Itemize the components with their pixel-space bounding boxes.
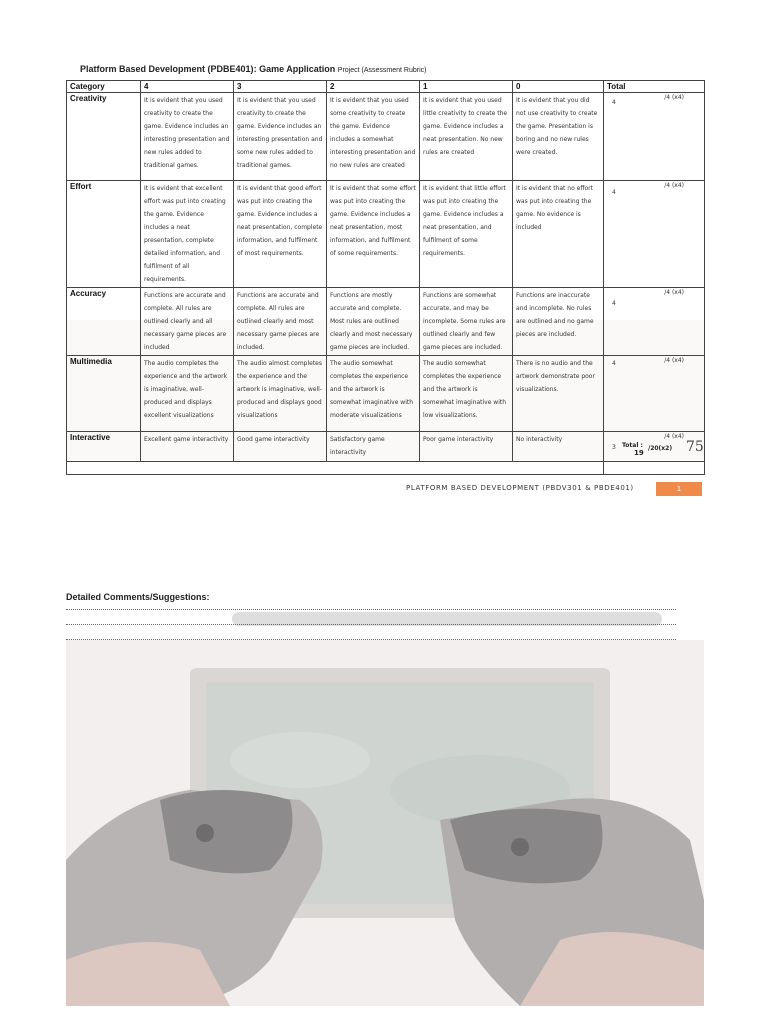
comment-line	[66, 624, 676, 625]
criteria-cell: Functions are inaccurate and incomplete. No rules are outlined and no game pieces are included.	[513, 288, 604, 356]
header-level-1: 1	[420, 81, 513, 93]
header-total: Total	[604, 81, 705, 93]
criteria-cell: Functions are mostly accurate and complete. Most rules are outlined clearly and most necessary game pieces are included.	[327, 288, 420, 356]
criteria-cell: It is evident that little effort was put into creating the game. Evidence includes a neat presentation, and fulfilment of some requirements.	[420, 181, 513, 288]
criteria-cell: No interactivity	[513, 432, 604, 462]
header-level-4: 4	[141, 81, 234, 93]
criteria-cell: Satisfactory game interactivity	[327, 432, 420, 462]
criteria-cell: Functions are accurate and complete. All rules are outlined clearly and all necessary game pieces are included	[141, 288, 234, 356]
criteria-cell: There is no audio and the artwork demonstrate poor visualizations.	[513, 356, 604, 432]
criteria-cell: It is evident that you used little creativity to create the game. Evidence includes a neat presentation. No new rules are created	[420, 93, 513, 181]
grand-total-cell	[604, 462, 705, 475]
rubric-row-multimedia	[67, 356, 705, 432]
criteria-cell: It is evident that you used creativity to create the game. Evidence includes an interesting presentation and some new rules added to traditional games.	[234, 93, 327, 181]
criteria-cell: The audio somewhat completes the experience and the artwork is somewhat imaginative with low visualizations.	[420, 356, 513, 432]
header-level-2: 2	[327, 81, 420, 93]
score-multiplier: /4 (x4)	[664, 433, 684, 440]
page-header-text: PLATFORM BASED DEVELOPMENT (PBDV301 & PBDE401)	[406, 484, 634, 492]
rubric-header-row	[67, 81, 705, 93]
criteria-cell: The audio somewhat completes the experience and the artwork is somewhat imaginative with moderate visualizations	[327, 356, 420, 432]
rubric-row-interactive	[67, 432, 705, 462]
score-value: 4	[612, 360, 616, 367]
criteria-cell: It is evident that excellent effort was put into creating the game. Evidence includes a neat presentation, complete detailed information, and fulfilment of all requirements.	[141, 181, 234, 288]
rubric-total-row	[67, 462, 705, 475]
rubric-row-effort	[67, 181, 705, 288]
title-course: Platform Based Development (PDBE401)	[80, 64, 254, 74]
score-multiplier: /4 (x4)	[664, 289, 684, 296]
total-cell	[604, 288, 705, 356]
score-multiplier: /4 (x4)	[664, 94, 684, 101]
assessment-rubric-table	[66, 80, 705, 475]
score-multiplier: /4 (x4)	[664, 357, 684, 364]
document-title	[80, 64, 426, 74]
criteria-cell: Excellent game interactivity	[141, 432, 234, 462]
criteria-cell: It is evident that no effort was put into creating the game. No evidence is included	[513, 181, 604, 288]
handwritten-total: 75	[686, 439, 704, 455]
criteria-cell: It is evident that you used some creativity to create the game. Evidence includes a somewhat interesting presentation and no new rules are created	[327, 93, 420, 181]
criteria-cell: It is evident that you did not use creativity to create the game. Presentation is boring and no new rules were created.	[513, 93, 604, 181]
criteria-cell: Poor game interactivity	[420, 432, 513, 462]
grand-total-max: /20(x2)	[648, 445, 673, 452]
total-cell	[604, 181, 705, 288]
criteria-cell: Functions are somewhat accurate, and may be incomplete. Some rules are outlined clearly and few game pieces are included.	[420, 288, 513, 356]
category-label: Creativity	[67, 93, 141, 181]
score-value: 4	[612, 189, 616, 196]
criteria-cell: The audio almost completes the experience and the artwork is imaginative, well-produced and displays good visualizations	[234, 356, 327, 432]
total-row-spacer	[67, 462, 604, 475]
category-label: Effort	[67, 181, 141, 288]
grand-total-label: Total :	[622, 442, 643, 449]
total-cell	[604, 356, 705, 432]
page-number-badge: 1	[656, 482, 702, 496]
criteria-cell: Good game interactivity	[234, 432, 327, 462]
rubric-row-creativity	[67, 93, 705, 181]
criteria-cell: Functions are accurate and complete. All rules are outlined clearly and most necessary game pieces are included.	[234, 288, 327, 356]
score-value: 3	[612, 444, 616, 451]
criteria-cell: The audio completes the experience and the artwork is imaginative, well-produced and displays excellent visualizations	[141, 356, 234, 432]
rubric-row-accuracy	[67, 288, 705, 356]
header-category: Category	[67, 81, 141, 93]
score-value: 4	[612, 99, 616, 106]
category-label: Interactive	[67, 432, 141, 462]
score-multiplier: /4 (x4)	[664, 182, 684, 189]
score-value: 4	[612, 300, 616, 307]
header-level-3: 3	[234, 81, 327, 93]
header-level-0: 0	[513, 81, 604, 93]
title-app: Game Application	[259, 64, 336, 74]
category-label: Accuracy	[67, 288, 141, 356]
comments-label: Detailed Comments/Suggestions:	[66, 592, 210, 602]
criteria-cell: It is evident that you used creativity to create the game. Evidence includes an interesting presentation and new rules added to traditional games.	[141, 93, 234, 181]
criteria-cell: It is evident that good effort was put into creating the game. Evidence includes a neat presentation, complete information, and fulfilment of most requirements.	[234, 181, 327, 288]
total-cell	[604, 93, 705, 181]
title-separator: :	[253, 64, 257, 74]
category-label: Multimedia	[67, 356, 141, 432]
title-suffix: Project (Assessment Rubric)	[337, 67, 427, 74]
comment-line	[66, 639, 676, 640]
comment-line	[66, 609, 676, 610]
grand-total-score: 19	[634, 449, 644, 457]
criteria-cell: It is evident that some effort was put into creating the game. Evidence includes a neat presentation, most information, and fulfilment of some requirements.	[327, 181, 420, 288]
